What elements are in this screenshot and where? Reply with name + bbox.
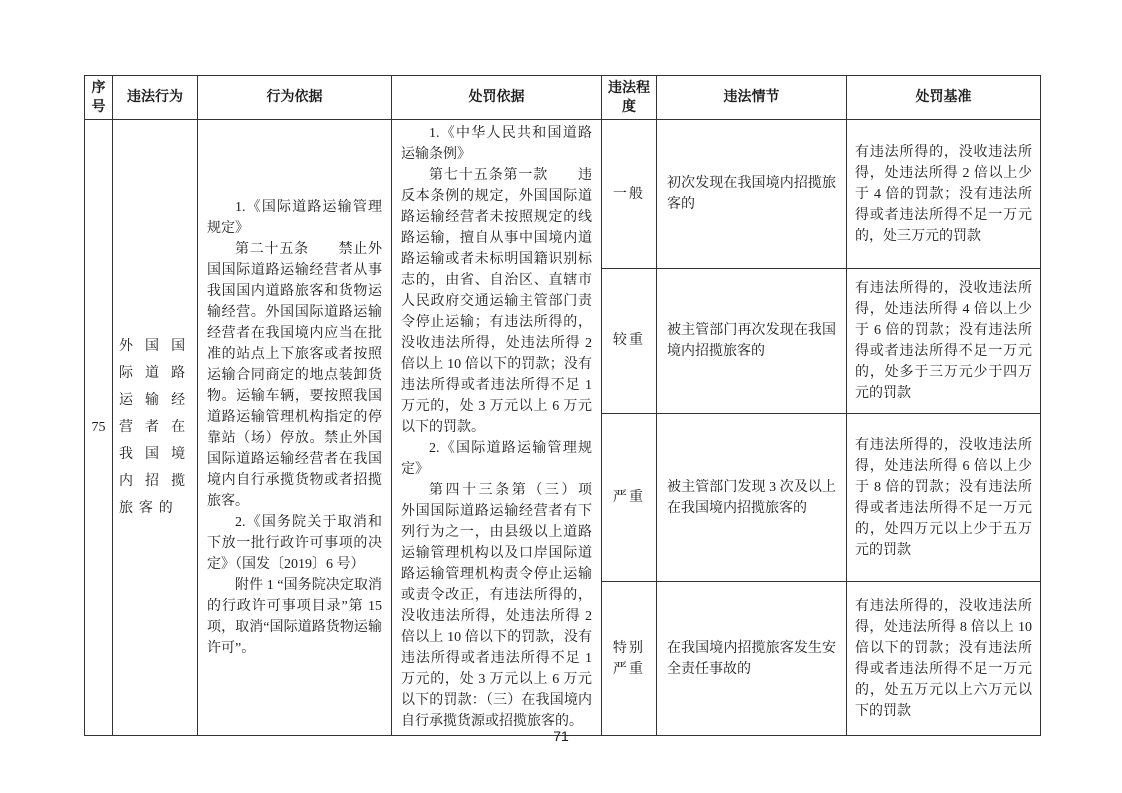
- penalty-standards-table: [84, 75, 1041, 736]
- penalty-basis-paragraph: 2.《国际道路运输管理规定》: [401, 441, 592, 477]
- behavior-basis-paragraph: 第二十五条 禁止外国国际道路运输经营者从事我国国内道路旅客和货物运输经营。外国国际道路运输经营者在我国境内应当在批准的站点上下旅客或者按照运输合同商定的地点装卸货物。运输车辆，要按照我国道路运输管理机构指定的停靠站（场）停放。禁止外国国际道路运输经营者在我国境内自行承揽货物或者招揽旅客。: [207, 241, 382, 509]
- penalty-basis-paragraph: 1.《中华人民共和国道路运输条例》: [401, 126, 592, 162]
- cell-penalty-standard: 有违法所得的，没收违法所得，处违法所得 6 倍以上少于 8 倍的罚款；没有违法所得或者违法所得不足一万元的，处四万元以上少于五万元的罚款: [847, 413, 1041, 582]
- cell-violation-degree: 特别严重: [602, 582, 657, 736]
- header-penalty-basis: 处罚依据: [392, 76, 602, 120]
- cell-penalty-standard: 有违法所得的，没收违法所得，处违法所得 8 倍以上 10 倍以下的罚款；没有违法所得或者违法所得不足一万元的，处五万元以上六万元以下的罚款: [847, 582, 1041, 736]
- header-behavior-basis: 行为依据: [198, 76, 392, 120]
- cell-penalty-standard: 有违法所得的，没收违法所得，处违法所得 2 倍以上少于 4 倍的罚款；没有违法所得或者违法所得不足一万元的，处三万元的罚款: [847, 120, 1041, 269]
- table-row: [85, 120, 1041, 269]
- cell-violation-circumstance: 初次发现在我国境内招揽旅客的: [657, 120, 847, 269]
- behavior-basis-paragraph: 附件 1 “国务院决定取消的行政许可事项目录”第 15 项，取消“国际道路货物运输许可”。: [207, 577, 382, 656]
- cell-penalty-standard: 有违法所得的，没收违法所得，处违法所得 4 倍以上少于 6 倍的罚款；没有违法所得或者违法所得不足一万元的，处多于三万元少于四万元的罚款: [847, 269, 1041, 413]
- header-serial-number: 序号: [85, 76, 113, 120]
- cell-violation-behavior: 外国国际道路运输经营者在我国境内招揽旅客的: [113, 120, 198, 736]
- header-violation-degree: 违法程度: [602, 76, 657, 120]
- header-violation-circumstance: 违法情节: [657, 76, 847, 120]
- behavior-basis-paragraph: 2.《国务院关于取消和下放一批行政许可事项的决定》（国发〔2019〕6 号）: [207, 514, 382, 572]
- cell-violation-circumstance: 被主管部门发现 3 次及以上在我国境内招揽旅客的: [657, 413, 847, 582]
- header-row: [85, 76, 1041, 120]
- penalty-basis-paragraph: 第七十五条第一款 违反本条例的规定，外国国际道路运输经营者未按照规定的线路运输，擅自从事中国境内道路运输或者未标明国籍识别标志的，由省、自治区、直辖市人民政府交通运输主管部门责令停止运输；有违法所得的，没收违法所得，处违法所得 2 倍以上 10 倍以下的罚款；没有违法所得或者违法所得不足 1 万元的，处 3 万元以上 6 万元以下的罚款。: [401, 168, 592, 435]
- table-body: [85, 120, 1041, 736]
- cell-violation-circumstance: 在我国境内招揽旅客发生安全责任事故的: [657, 582, 847, 736]
- header-violation-behavior: 违法行为: [113, 76, 198, 120]
- behavior-basis-paragraph: 1.《国际道路运输管理规定》: [207, 199, 382, 236]
- header-penalty-standard: 处罚基准: [847, 76, 1041, 120]
- table-header: [85, 76, 1041, 120]
- cell-behavior-basis: [198, 120, 392, 736]
- cell-violation-circumstance: 被主管部门再次发现在我国境内招揽旅客的: [657, 269, 847, 413]
- page-number: 71: [553, 728, 569, 744]
- cell-violation-degree: 较重: [602, 269, 657, 413]
- cell-serial-number: 75: [85, 120, 113, 736]
- cell-violation-degree: 一般: [602, 120, 657, 269]
- penalty-basis-paragraph: 第四十三条第（三）项 外国国际道路运输经营者有下列行为之一，由县级以上道路运输管理机构以及口岸国际道路运输管理机构责令停止运输或责令改正，有违法所得的，没收违法所得，处违法所得 2 倍以上 10 倍以下的罚款，没有违法所得或者违法所得不足 1 万元的，处 3 万元以上 6 万元以下的罚款：（三）在我国境内自行承揽货源或招揽旅客的。: [401, 483, 620, 729]
- cell-penalty-basis: [392, 120, 620, 736]
- cell-violation-degree: 严重: [602, 413, 657, 582]
